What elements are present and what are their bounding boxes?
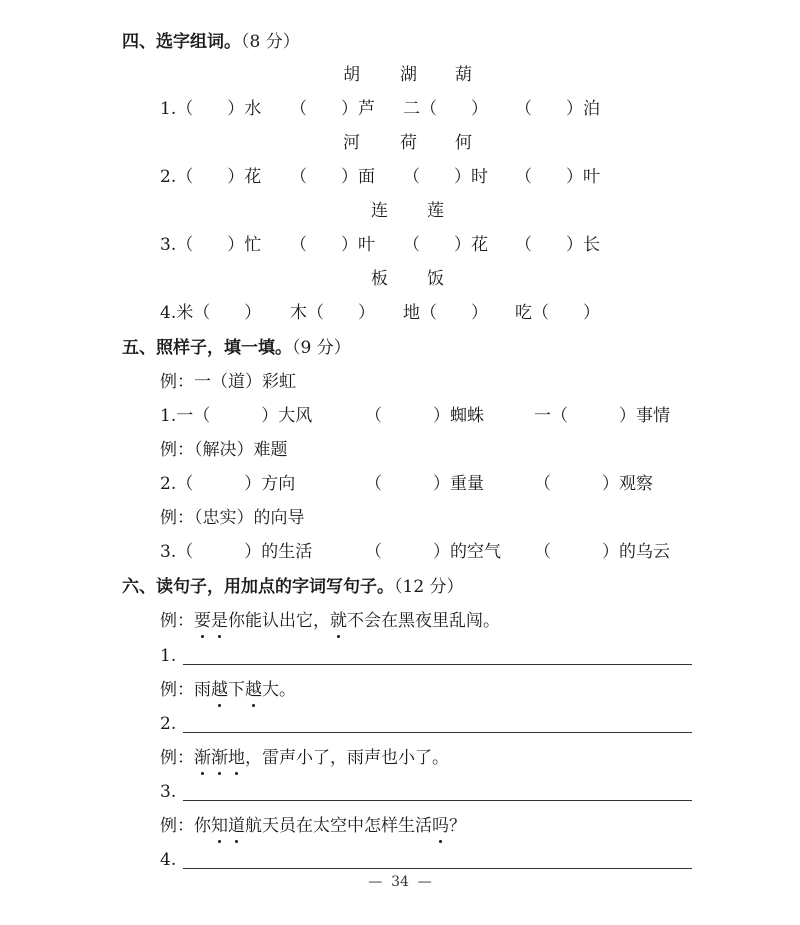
dotted-char: 地 xyxy=(228,748,245,768)
answer-line-2[interactable] xyxy=(183,732,692,733)
answer-line-4[interactable] xyxy=(183,868,692,869)
fill-item: （ ）重量 xyxy=(365,474,484,494)
answer-line-3[interactable] xyxy=(183,800,692,801)
fill-item: （ ）的乌云 xyxy=(534,542,670,562)
fill-item: 1.（ ）水 xyxy=(160,99,262,119)
dotted-char: 就 xyxy=(330,611,347,631)
section-5-heading: 五、照样子，填一填。（9 分） xyxy=(122,338,351,358)
page-number: — 34 — xyxy=(368,874,432,890)
example-sentence-3: 例：渐渐地，雷声小了，雨声也小了。 xyxy=(160,748,449,768)
choice-char: 湖 xyxy=(400,65,417,85)
fill-item: （ ）蜘蛛 xyxy=(365,406,484,426)
fill-item: （ ）面 xyxy=(290,167,375,187)
dotted-char: 要 xyxy=(194,611,211,631)
answer-number: 2. xyxy=(160,714,177,734)
fill-item: 4.米（ ） xyxy=(160,303,262,323)
fill-item: （ ）时 xyxy=(403,167,488,187)
fill-item: 1.一（ ）大风 xyxy=(160,406,313,426)
dotted-char: 知 xyxy=(211,816,228,836)
dotted-char: 吗 xyxy=(432,816,449,836)
choice-char: 葫 xyxy=(455,65,472,85)
choice-char: 莲 xyxy=(427,201,444,221)
fill-item: 一（ ）事情 xyxy=(534,406,670,426)
section-6-heading: 六、读句子，用加点的字词写句子。（12 分） xyxy=(122,577,464,597)
fill-item: （ ）叶 xyxy=(515,167,600,187)
answer-number: 1. xyxy=(160,646,177,666)
fill-item: 吃（ ） xyxy=(515,303,600,323)
fill-item: （ ）长 xyxy=(515,235,600,255)
example-sentence-1: 例：要是你能认出它，就不会在黑夜里乱闯。 xyxy=(160,611,500,631)
answer-number: 4. xyxy=(160,850,177,870)
fill-item: （ ）泊 xyxy=(515,99,600,119)
example-sentence-4: 例：你知道航天员在太空中怎样生活吗？ xyxy=(160,816,466,836)
fill-item: （ ）芦 xyxy=(290,99,375,119)
choice-char: 荷 xyxy=(400,133,417,153)
fill-item: 3.（ ）的生活 xyxy=(160,542,313,562)
choice-char: 胡 xyxy=(343,65,360,85)
fill-item: （ ）的空气 xyxy=(365,542,501,562)
fill-item: 木（ ） xyxy=(290,303,375,323)
fill-item: 2.（ ）方向 xyxy=(160,474,296,494)
dotted-char: 道 xyxy=(228,816,245,836)
fill-item: （ ）观察 xyxy=(534,474,653,494)
choice-char: 板 xyxy=(371,269,388,289)
answer-number: 3. xyxy=(160,782,177,802)
fill-item: 地（ ） xyxy=(403,303,488,323)
dotted-char: 越 xyxy=(245,680,262,700)
section-4-heading: 四、选字组词。（8 分） xyxy=(122,32,300,52)
example-line: 例：一（道）彩虹 xyxy=(160,372,296,392)
choice-char: 河 xyxy=(343,133,360,153)
choice-char: 何 xyxy=(455,133,472,153)
fill-item: 3.（ ）忙 xyxy=(160,235,262,255)
fill-item: 二（ ） xyxy=(403,99,488,119)
dotted-char: 越 xyxy=(211,680,228,700)
example-line: 例：（解决）难题 xyxy=(160,440,288,460)
fill-item: （ ）叶 xyxy=(290,235,375,255)
dotted-char: 渐 xyxy=(211,748,228,768)
fill-item: 2.（ ）花 xyxy=(160,167,262,187)
example-sentence-2: 例：雨越下越大。 xyxy=(160,680,296,700)
dotted-char: 渐 xyxy=(194,748,211,768)
dotted-char: 是 xyxy=(211,611,228,631)
choice-char: 饭 xyxy=(427,269,444,289)
answer-line-1[interactable] xyxy=(183,664,692,665)
choice-char: 连 xyxy=(371,201,388,221)
example-line: 例：（忠实）的向导 xyxy=(160,508,305,528)
fill-item: （ ）花 xyxy=(403,235,488,255)
